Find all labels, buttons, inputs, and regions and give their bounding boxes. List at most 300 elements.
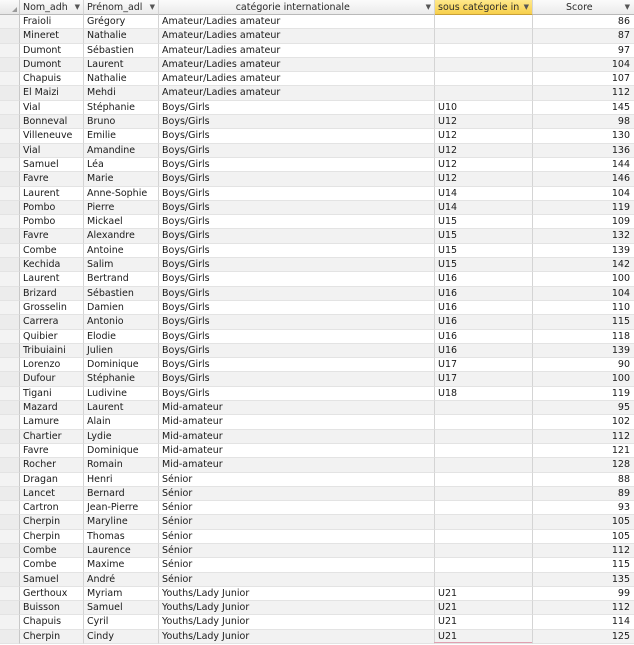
table-row[interactable] <box>0 101 634 115</box>
nom-cell[interactable]: Samuel <box>20 573 84 587</box>
sous-categorie-cell[interactable]: U10 <box>435 101 533 115</box>
table-row[interactable] <box>0 330 634 344</box>
score-cell[interactable]: 115 <box>533 558 634 572</box>
row-selector[interactable] <box>0 415 20 429</box>
sous-categorie-cell[interactable]: U12 <box>435 172 533 186</box>
column-header-prenom[interactable]: Prénom_adl ▼ <box>84 0 159 15</box>
table-row[interactable] <box>0 473 634 487</box>
table-row[interactable] <box>0 129 634 143</box>
prenom-cell[interactable]: Emilie <box>84 129 159 143</box>
table-row[interactable] <box>0 287 634 301</box>
categorie-cell[interactable]: Boys/Girls <box>159 129 435 143</box>
prenom-cell[interactable]: Nathalie <box>84 72 159 86</box>
categorie-cell[interactable]: Sénior <box>159 473 435 487</box>
table-row[interactable] <box>0 501 634 515</box>
row-selector[interactable] <box>0 44 20 58</box>
nom-cell[interactable]: Buisson <box>20 601 84 615</box>
score-cell[interactable]: 87 <box>533 29 634 43</box>
score-cell[interactable]: 132 <box>533 229 634 243</box>
row-selector[interactable] <box>0 358 20 372</box>
row-selector[interactable] <box>0 244 20 258</box>
sous-categorie-cell[interactable] <box>435 29 533 43</box>
sous-categorie-cell[interactable]: U12 <box>435 115 533 129</box>
categorie-cell[interactable]: Boys/Girls <box>159 187 435 201</box>
nom-cell[interactable]: Laurent <box>20 187 84 201</box>
prenom-cell[interactable]: Léa <box>84 158 159 172</box>
row-selector[interactable] <box>0 187 20 201</box>
row-selector[interactable] <box>0 315 20 329</box>
table-row[interactable] <box>0 415 634 429</box>
score-cell[interactable]: 90 <box>533 358 634 372</box>
nom-cell[interactable]: Brizard <box>20 287 84 301</box>
table-row[interactable] <box>0 515 634 529</box>
categorie-cell[interactable]: Boys/Girls <box>159 287 435 301</box>
categorie-cell[interactable]: Boys/Girls <box>159 229 435 243</box>
row-selector[interactable] <box>0 287 20 301</box>
table-row[interactable] <box>0 187 634 201</box>
sous-categorie-cell[interactable]: U16 <box>435 315 533 329</box>
prenom-cell[interactable]: Pierre <box>84 201 159 215</box>
score-cell[interactable]: 128 <box>533 458 634 472</box>
prenom-cell[interactable]: Thomas <box>84 530 159 544</box>
sous-categorie-cell[interactable]: U12 <box>435 158 533 172</box>
categorie-cell[interactable]: Sénior <box>159 544 435 558</box>
table-row[interactable] <box>0 444 634 458</box>
dropdown-arrow-icon[interactable]: ▼ <box>624 2 630 11</box>
column-header-sous-categorie[interactable]: sous catégorie in ▼ <box>435 0 533 15</box>
nom-cell[interactable]: Dumont <box>20 58 84 72</box>
nom-cell[interactable]: Dumont <box>20 44 84 58</box>
row-selector[interactable] <box>0 201 20 215</box>
sous-categorie-cell[interactable] <box>435 544 533 558</box>
sous-categorie-cell[interactable]: U21 <box>435 601 533 615</box>
table-row[interactable] <box>0 372 634 386</box>
table-row[interactable] <box>0 315 634 329</box>
prenom-cell[interactable]: Bernard <box>84 487 159 501</box>
score-cell[interactable]: 112 <box>533 86 634 100</box>
categorie-cell[interactable]: Sénior <box>159 573 435 587</box>
table-row[interactable] <box>0 172 634 186</box>
prenom-cell[interactable]: Nathalie <box>84 29 159 43</box>
score-cell[interactable]: 139 <box>533 244 634 258</box>
row-selector[interactable] <box>0 401 20 415</box>
score-cell[interactable]: 105 <box>533 530 634 544</box>
nom-cell[interactable]: Pombo <box>20 201 84 215</box>
nom-cell[interactable]: Tribuiaini <box>20 344 84 358</box>
table-row[interactable] <box>0 86 634 100</box>
categorie-cell[interactable]: Amateur/Ladies amateur <box>159 44 435 58</box>
score-cell[interactable]: 104 <box>533 287 634 301</box>
sous-categorie-cell[interactable]: U21 <box>435 615 533 629</box>
categorie-cell[interactable]: Boys/Girls <box>159 315 435 329</box>
prenom-cell[interactable]: Stéphanie <box>84 372 159 386</box>
sous-categorie-cell[interactable] <box>435 15 533 29</box>
table-row[interactable] <box>0 573 634 587</box>
prenom-cell[interactable]: Lydie <box>84 430 159 444</box>
table-row[interactable] <box>0 544 634 558</box>
prenom-cell[interactable]: Antonio <box>84 315 159 329</box>
categorie-cell[interactable]: Boys/Girls <box>159 272 435 286</box>
row-selector[interactable] <box>0 387 20 401</box>
prenom-cell[interactable]: Myriam <box>84 587 159 601</box>
row-selector[interactable] <box>0 458 20 472</box>
categorie-cell[interactable]: Sénior <box>159 487 435 501</box>
sous-categorie-cell[interactable]: U16 <box>435 344 533 358</box>
sous-categorie-cell[interactable] <box>435 473 533 487</box>
sous-categorie-cell[interactable]: U17 <box>435 358 533 372</box>
categorie-cell[interactable]: Boys/Girls <box>159 387 435 401</box>
categorie-cell[interactable]: Amateur/Ladies amateur <box>159 86 435 100</box>
prenom-cell[interactable]: Mickael <box>84 215 159 229</box>
prenom-cell[interactable]: Cindy <box>84 630 159 644</box>
row-selector[interactable] <box>0 29 20 43</box>
column-header-nom[interactable]: Nom_adh ▼ <box>20 0 84 15</box>
categorie-cell[interactable]: Boys/Girls <box>159 301 435 315</box>
categorie-cell[interactable]: Mid-amateur <box>159 430 435 444</box>
categorie-cell[interactable]: Sénior <box>159 530 435 544</box>
table-row[interactable] <box>0 115 634 129</box>
score-cell[interactable]: 142 <box>533 258 634 272</box>
row-selector[interactable] <box>0 330 20 344</box>
sous-categorie-cell[interactable] <box>435 401 533 415</box>
nom-cell[interactable]: Cherpin <box>20 515 84 529</box>
nom-cell[interactable]: El Maizi <box>20 86 84 100</box>
sous-categorie-cell[interactable] <box>435 86 533 100</box>
categorie-cell[interactable]: Boys/Girls <box>159 101 435 115</box>
column-header-categorie[interactable]: catégorie internationale ▼ <box>159 0 435 15</box>
dropdown-arrow-icon[interactable]: ▼ <box>425 2 431 11</box>
row-selector[interactable] <box>0 444 20 458</box>
prenom-cell[interactable]: Laurence <box>84 544 159 558</box>
nom-cell[interactable]: Lamure <box>20 415 84 429</box>
score-cell[interactable]: 119 <box>533 201 634 215</box>
score-cell[interactable]: 139 <box>533 344 634 358</box>
categorie-cell[interactable]: Boys/Girls <box>159 358 435 372</box>
sous-categorie-cell[interactable]: U15 <box>435 229 533 243</box>
nom-cell[interactable]: Pombo <box>20 215 84 229</box>
row-selector[interactable] <box>0 115 20 129</box>
categorie-cell[interactable]: Youths/Lady Junior <box>159 615 435 629</box>
score-cell[interactable]: 88 <box>533 473 634 487</box>
sous-categorie-cell[interactable] <box>435 558 533 572</box>
score-cell[interactable]: 104 <box>533 187 634 201</box>
categorie-cell[interactable]: Mid-amateur <box>159 458 435 472</box>
table-row[interactable] <box>0 244 634 258</box>
prenom-cell[interactable]: Elodie <box>84 330 159 344</box>
prenom-cell[interactable]: Grégory <box>84 15 159 29</box>
prenom-cell[interactable]: Stéphanie <box>84 101 159 115</box>
score-cell[interactable]: 125 <box>533 630 634 644</box>
nom-cell[interactable]: Villeneuve <box>20 129 84 143</box>
prenom-cell[interactable]: Ludivine <box>84 387 159 401</box>
categorie-cell[interactable]: Boys/Girls <box>159 144 435 158</box>
nom-cell[interactable]: Fraioli <box>20 15 84 29</box>
table-row[interactable] <box>0 458 634 472</box>
row-selector[interactable] <box>0 515 20 529</box>
sous-categorie-cell[interactable]: U16 <box>435 330 533 344</box>
score-cell[interactable]: 115 <box>533 315 634 329</box>
prenom-cell[interactable]: Bertrand <box>84 272 159 286</box>
row-selector[interactable] <box>0 129 20 143</box>
score-cell[interactable]: 112 <box>533 430 634 444</box>
prenom-cell[interactable]: André <box>84 573 159 587</box>
prenom-cell[interactable]: Maryline <box>84 515 159 529</box>
nom-cell[interactable]: Kechida <box>20 258 84 272</box>
row-selector[interactable] <box>0 344 20 358</box>
nom-cell[interactable]: Samuel <box>20 158 84 172</box>
sous-categorie-cell[interactable] <box>435 430 533 444</box>
nom-cell[interactable]: Lorenzo <box>20 358 84 372</box>
categorie-cell[interactable]: Boys/Girls <box>159 158 435 172</box>
nom-cell[interactable]: Mineret <box>20 29 84 43</box>
prenom-cell[interactable]: Henri <box>84 473 159 487</box>
nom-cell[interactable]: Vial <box>20 144 84 158</box>
nom-cell[interactable]: Cherpin <box>20 630 84 644</box>
dropdown-arrow-icon[interactable]: ▼ <box>74 2 80 11</box>
prenom-cell[interactable]: Dominique <box>84 358 159 372</box>
sous-categorie-cell[interactable] <box>435 444 533 458</box>
score-cell[interactable]: 86 <box>533 15 634 29</box>
categorie-cell[interactable]: Youths/Lady Junior <box>159 601 435 615</box>
row-selector[interactable] <box>0 430 20 444</box>
sous-categorie-cell[interactable]: U17 <box>435 372 533 386</box>
sous-categorie-cell[interactable]: U14 <box>435 187 533 201</box>
nom-cell[interactable]: Bonneval <box>20 115 84 129</box>
table-row[interactable] <box>0 272 634 286</box>
table-row[interactable] <box>0 201 634 215</box>
table-row[interactable] <box>0 601 634 615</box>
prenom-cell[interactable]: Antoine <box>84 244 159 258</box>
nom-cell[interactable]: Dragan <box>20 473 84 487</box>
dropdown-arrow-icon[interactable]: ▼ <box>523 2 529 11</box>
nom-cell[interactable]: Combe <box>20 558 84 572</box>
table-row[interactable] <box>0 430 634 444</box>
prenom-cell[interactable]: Maxime <box>84 558 159 572</box>
score-cell[interactable]: 112 <box>533 601 634 615</box>
nom-cell[interactable]: Combe <box>20 544 84 558</box>
prenom-cell[interactable]: Dominique <box>84 444 159 458</box>
row-selector[interactable] <box>0 501 20 515</box>
table-row[interactable] <box>0 144 634 158</box>
score-cell[interactable]: 109 <box>533 215 634 229</box>
nom-cell[interactable]: Laurent <box>20 272 84 286</box>
row-selector[interactable] <box>0 615 20 629</box>
table-row[interactable] <box>0 15 634 29</box>
prenom-cell[interactable]: Laurent <box>84 401 159 415</box>
row-selector[interactable] <box>0 229 20 243</box>
prenom-cell[interactable]: Laurent <box>84 58 159 72</box>
categorie-cell[interactable]: Boys/Girls <box>159 201 435 215</box>
nom-cell[interactable]: Chartier <box>20 430 84 444</box>
prenom-cell[interactable]: Romain <box>84 458 159 472</box>
score-cell[interactable]: 118 <box>533 330 634 344</box>
prenom-cell[interactable]: Jean-Pierre <box>84 501 159 515</box>
table-row[interactable] <box>0 387 634 401</box>
table-row[interactable] <box>0 229 634 243</box>
score-cell[interactable]: 95 <box>533 401 634 415</box>
row-selector[interactable] <box>0 587 20 601</box>
row-selector[interactable] <box>0 301 20 315</box>
sous-categorie-cell[interactable]: U14 <box>435 201 533 215</box>
row-selector[interactable] <box>0 215 20 229</box>
prenom-cell[interactable]: Alain <box>84 415 159 429</box>
nom-cell[interactable]: Lancet <box>20 487 84 501</box>
nom-cell[interactable]: Grosselin <box>20 301 84 315</box>
prenom-cell[interactable]: Alexandre <box>84 229 159 243</box>
score-cell[interactable]: 89 <box>533 487 634 501</box>
categorie-cell[interactable]: Boys/Girls <box>159 344 435 358</box>
prenom-cell[interactable]: Sébastien <box>84 44 159 58</box>
prenom-cell[interactable]: Amandine <box>84 144 159 158</box>
nom-cell[interactable]: Carrera <box>20 315 84 329</box>
score-cell[interactable]: 119 <box>533 387 634 401</box>
score-cell[interactable]: 99 <box>533 587 634 601</box>
score-cell[interactable]: 107 <box>533 72 634 86</box>
categorie-cell[interactable]: Boys/Girls <box>159 172 435 186</box>
sous-categorie-cell[interactable]: U21 <box>435 587 533 601</box>
categorie-cell[interactable]: Amateur/Ladies amateur <box>159 15 435 29</box>
score-cell[interactable]: 100 <box>533 372 634 386</box>
categorie-cell[interactable]: Youths/Lady Junior <box>159 587 435 601</box>
sous-categorie-cell[interactable] <box>435 501 533 515</box>
score-cell[interactable]: 110 <box>533 301 634 315</box>
row-selector[interactable] <box>0 172 20 186</box>
sous-categorie-cell[interactable]: U16 <box>435 272 533 286</box>
row-selector[interactable] <box>0 272 20 286</box>
prenom-cell[interactable]: Damien <box>84 301 159 315</box>
score-cell[interactable]: 93 <box>533 501 634 515</box>
score-cell[interactable]: 98 <box>533 115 634 129</box>
row-selector[interactable] <box>0 473 20 487</box>
categorie-cell[interactable]: Sénior <box>159 558 435 572</box>
nom-cell[interactable]: Cartron <box>20 501 84 515</box>
nom-cell[interactable]: Chapuis <box>20 615 84 629</box>
sous-categorie-cell[interactable] <box>435 44 533 58</box>
nom-cell[interactable]: Chapuis <box>20 72 84 86</box>
table-row[interactable] <box>0 587 634 601</box>
sous-categorie-cell[interactable] <box>435 573 533 587</box>
categorie-cell[interactable]: Boys/Girls <box>159 330 435 344</box>
nom-cell[interactable]: Favre <box>20 172 84 186</box>
table-row[interactable] <box>0 344 634 358</box>
prenom-cell[interactable]: Julien <box>84 344 159 358</box>
nom-cell[interactable]: Rocher <box>20 458 84 472</box>
prenom-cell[interactable]: Mehdi <box>84 86 159 100</box>
table-row[interactable] <box>0 530 634 544</box>
sous-categorie-cell[interactable]: U18 <box>435 387 533 401</box>
nom-cell[interactable]: Quibier <box>20 330 84 344</box>
table-row[interactable] <box>0 401 634 415</box>
row-selector[interactable] <box>0 558 20 572</box>
table-row[interactable] <box>0 358 634 372</box>
table-row[interactable] <box>0 258 634 272</box>
score-cell[interactable]: 112 <box>533 544 634 558</box>
table-row[interactable] <box>0 558 634 572</box>
column-header-score[interactable]: Score ▼ <box>533 0 634 15</box>
row-selector[interactable] <box>0 86 20 100</box>
sous-categorie-cell[interactable]: U15 <box>435 244 533 258</box>
categorie-cell[interactable]: Boys/Girls <box>159 372 435 386</box>
row-selector[interactable] <box>0 573 20 587</box>
table-row[interactable] <box>0 487 634 501</box>
categorie-cell[interactable]: Boys/Girls <box>159 115 435 129</box>
table-row[interactable] <box>0 158 634 172</box>
score-cell[interactable]: 144 <box>533 158 634 172</box>
score-cell[interactable]: 114 <box>533 615 634 629</box>
prenom-cell[interactable]: Salim <box>84 258 159 272</box>
score-cell[interactable]: 121 <box>533 444 634 458</box>
nom-cell[interactable]: Tigani <box>20 387 84 401</box>
sous-categorie-cell[interactable] <box>435 458 533 472</box>
sous-categorie-cell[interactable] <box>435 415 533 429</box>
row-selector[interactable] <box>0 101 20 115</box>
sous-categorie-cell[interactable] <box>435 72 533 86</box>
table-row[interactable] <box>0 72 634 86</box>
sous-categorie-cell[interactable] <box>435 515 533 529</box>
score-cell[interactable]: 105 <box>533 515 634 529</box>
sous-categorie-cell[interactable]: U12 <box>435 144 533 158</box>
categorie-cell[interactable]: Mid-amateur <box>159 401 435 415</box>
row-selector[interactable] <box>0 258 20 272</box>
nom-cell[interactable]: Favre <box>20 229 84 243</box>
sous-categorie-cell[interactable] <box>435 530 533 544</box>
categorie-cell[interactable]: Boys/Girls <box>159 244 435 258</box>
score-cell[interactable]: 100 <box>533 272 634 286</box>
categorie-cell[interactable]: Boys/Girls <box>159 258 435 272</box>
table-row[interactable] <box>0 215 634 229</box>
sous-categorie-cell[interactable]: U16 <box>435 287 533 301</box>
row-selector[interactable] <box>0 530 20 544</box>
row-selector[interactable] <box>0 72 20 86</box>
dropdown-arrow-icon[interactable]: ▼ <box>149 2 155 11</box>
score-cell[interactable]: 130 <box>533 129 634 143</box>
sous-categorie-cell[interactable]: U21 <box>435 630 533 644</box>
row-selector[interactable] <box>0 158 20 172</box>
categorie-cell[interactable]: Boys/Girls <box>159 215 435 229</box>
categorie-cell[interactable]: Sénior <box>159 501 435 515</box>
categorie-cell[interactable]: Amateur/Ladies amateur <box>159 29 435 43</box>
prenom-cell[interactable]: Bruno <box>84 115 159 129</box>
prenom-cell[interactable]: Cyril <box>84 615 159 629</box>
nom-cell[interactable]: Favre <box>20 444 84 458</box>
categorie-cell[interactable]: Amateur/Ladies amateur <box>159 72 435 86</box>
categorie-cell[interactable]: Youths/Lady Junior <box>159 630 435 644</box>
nom-cell[interactable]: Combe <box>20 244 84 258</box>
score-cell[interactable]: 136 <box>533 144 634 158</box>
row-selector[interactable] <box>0 144 20 158</box>
score-cell[interactable]: 102 <box>533 415 634 429</box>
score-cell[interactable]: 146 <box>533 172 634 186</box>
nom-cell[interactable]: Vial <box>20 101 84 115</box>
row-selector[interactable] <box>0 15 20 29</box>
sous-categorie-cell[interactable]: U15 <box>435 258 533 272</box>
row-selector[interactable] <box>0 487 20 501</box>
nom-cell[interactable]: Cherpin <box>20 530 84 544</box>
categorie-cell[interactable]: Sénior <box>159 515 435 529</box>
categorie-cell[interactable]: Amateur/Ladies amateur <box>159 58 435 72</box>
select-all-button[interactable] <box>0 0 20 15</box>
row-selector[interactable] <box>0 58 20 72</box>
sous-categorie-cell[interactable]: U12 <box>435 129 533 143</box>
categorie-cell[interactable]: Mid-amateur <box>159 444 435 458</box>
prenom-cell[interactable]: Sébastien <box>84 287 159 301</box>
score-cell[interactable]: 145 <box>533 101 634 115</box>
table-row[interactable] <box>0 58 634 72</box>
sous-categorie-cell[interactable] <box>435 487 533 501</box>
table-row[interactable] <box>0 630 634 644</box>
table-row[interactable] <box>0 301 634 315</box>
sous-categorie-cell[interactable]: U16 <box>435 301 533 315</box>
